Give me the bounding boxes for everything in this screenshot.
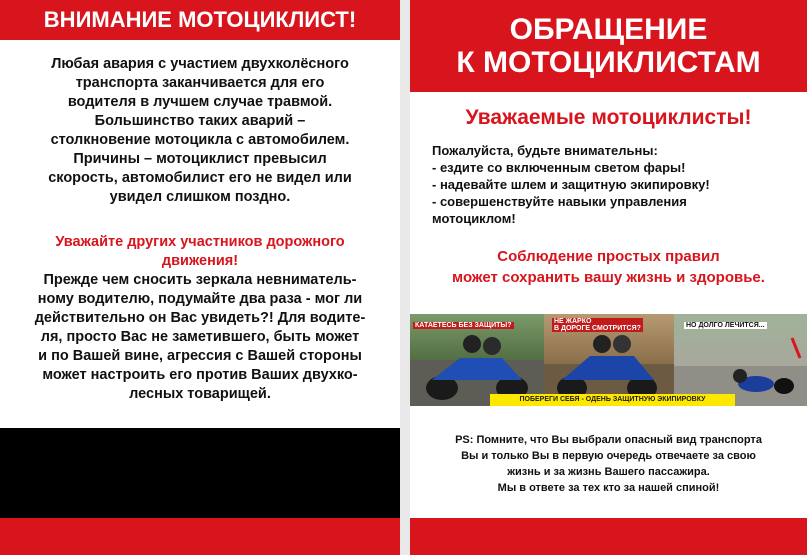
right-subtitle: Уважаемые мотоциклисты! (465, 106, 752, 129)
text-line: столкновение мотоцикла с автомобилем. (50, 132, 350, 148)
text-line: увидел слишком поздно. (109, 189, 291, 205)
left-paragraph-1 (12, 55, 388, 207)
left-poster (0, 0, 400, 555)
banner-caption-2 (552, 318, 643, 332)
text-line: Уважайте других участников дорожного (55, 234, 345, 250)
list-item: - надевайте шлем и защитную экипировку! (432, 177, 710, 192)
right-poster (410, 0, 807, 555)
text-line: ному водителю, подумайте два раза - мог ли (37, 291, 363, 307)
left-paragraph-2 (12, 271, 388, 404)
title-line: ОБРАЩЕНИЕ (509, 13, 708, 46)
text-line: может сохранить вашу жизнь и здоровье. (452, 269, 765, 286)
text-line: транспорта заканчивается для его (75, 75, 325, 91)
right-title (410, 0, 807, 92)
safety-list (432, 142, 792, 227)
text-line: жизнь и за жизнь Вашего пассажира. (507, 466, 710, 478)
text-line: Любая авария с участием двухколёсного (51, 56, 349, 72)
banner-caption-3: НО ДОЛГО ЛЕЧИТСЯ... (686, 322, 765, 329)
banner-photo-2 (544, 314, 674, 406)
ps-note (410, 432, 807, 496)
banner-photo-3 (674, 314, 807, 406)
left-subtitle (12, 233, 388, 271)
text-line: лесных товарищей. (129, 386, 271, 402)
text-line: и по Вашей вине, агрессия с Вашей стороны (38, 348, 362, 364)
text-line: Соблюдение простых правил (497, 248, 720, 265)
list-item: мотоциклом! (432, 211, 516, 226)
text-line: скорость, автомобилист его не видел или (48, 170, 352, 186)
text-line: Вы и только Вы в первую очередь отвечаете за свою (461, 450, 756, 462)
text-line: может настроить его против Ваших двухко- (42, 367, 358, 383)
text-line: Мы в ответе за тех кто за нашей спиной! (497, 482, 720, 494)
right-footer-bar (410, 518, 807, 555)
text-line: ля, просто Вас не заметившего, быть может (40, 329, 360, 345)
list-item: - ездите со включенным светом фары! (432, 160, 686, 175)
text-line: движения! (161, 253, 239, 269)
text-line: действительно он Вас увидеть?! Для водите- (34, 310, 366, 326)
title-line: К МОТОЦИКЛИСТАМ (456, 46, 761, 79)
text-line: Большинство таких аварий – (94, 113, 306, 129)
left-footer-bar (0, 518, 400, 555)
text-line: Причины – мотоциклист превысил (73, 151, 327, 167)
caption-line: В ДОРОГЕ СМОТРИТСЯ? (554, 325, 641, 332)
text-line: PS: Помните, что Вы выбрали опасный вид транспорта (455, 434, 762, 446)
black-block (0, 428, 400, 518)
caption-line: НЕ ЖАРКО (554, 318, 592, 325)
rules-callout (410, 246, 807, 288)
banner-strip: ПОБЕРЕГИ СЕБЯ - ОДЕНЬ ЗАЩИТНУЮ ЭКИПИРОВКУ (490, 394, 735, 406)
banner-photo-1 (410, 314, 544, 406)
banner-caption-1: КАТАЕТЕСЬ БЕЗ ЗАЩИТЫ? (415, 322, 512, 329)
poster-divider (400, 0, 410, 555)
list-item: Пожалуйста, будьте внимательны: (432, 143, 658, 158)
text-line: водителя в лучшем случае травмой. (67, 94, 333, 110)
list-item: - совершенствуйте навыки управления (432, 194, 687, 209)
left-title: ВНИМАНИЕ МОТОЦИКЛИСТ! (0, 0, 400, 40)
photo-banner (410, 314, 807, 406)
text-line: Прежде чем сносить зеркала невниматель- (43, 272, 357, 288)
